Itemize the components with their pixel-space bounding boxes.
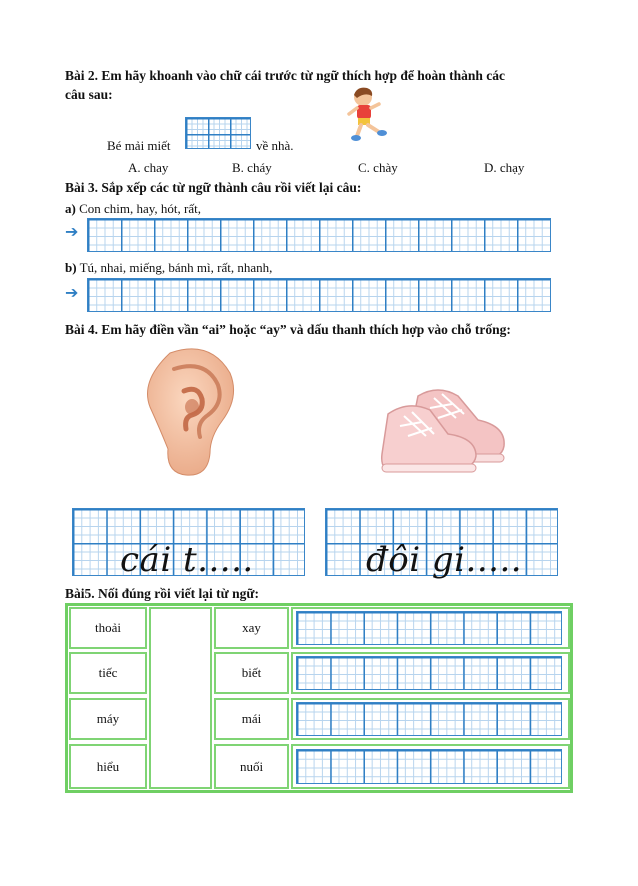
running-boy-image (345, 86, 395, 144)
bai5-title: Bài5. Nối đúng rồi viết lại từ ngữ: (65, 586, 259, 601)
bai3-b-writing-grid[interactable] (87, 278, 551, 312)
left-word-2[interactable]: tiếc (69, 652, 147, 694)
bai2-answer-box[interactable] (185, 117, 251, 149)
bai2-sentence-start: Bé mải miết (107, 138, 171, 153)
right-word-1[interactable]: xay (214, 607, 289, 649)
bai5-writing-grid-2[interactable] (296, 656, 562, 690)
left-word-3[interactable]: máy (69, 698, 147, 740)
arrow-right-icon: ➔ (65, 222, 79, 241)
matching-connect-area[interactable] (149, 607, 212, 789)
right-word-2[interactable]: biết (214, 652, 289, 694)
left-word-4[interactable]: hiểu (69, 744, 147, 789)
bai5-writing-grid-4[interactable] (296, 749, 562, 784)
left-word-1[interactable]: thoải (69, 607, 147, 649)
bai2-option-d[interactable]: D. chạy (484, 160, 525, 175)
bai5-writing-grid-3[interactable] (296, 702, 562, 736)
bai3-a-prompt: a) Con chim, hay, hót, rất, (65, 201, 202, 216)
right-word-3[interactable]: mái (214, 698, 289, 740)
bai3-a-writing-grid[interactable] (87, 218, 551, 252)
right-word-4[interactable]: nuối (214, 744, 289, 789)
shoes-image (378, 376, 508, 476)
arrow-right-icon: ➔ (65, 283, 79, 302)
bai5-writing-grid-1[interactable] (296, 611, 562, 645)
bai2-title: Bài 2. Em hãy khoanh vào chữ cái trước từ ngữ thích hợp để hoàn thành các câu sau: (65, 68, 506, 102)
bai4-word-2: đôi gi..... (366, 540, 523, 580)
ear-image (140, 345, 240, 480)
bai4-title: Bài 4. Em hãy điền vần “ai” hoặc “ay” và dấu thanh thích hợp vào chỗ trống: (65, 322, 511, 337)
bai2-option-c[interactable]: C. chày (358, 160, 398, 175)
bai3-title: Bài 3. Sắp xếp các từ ngữ thành câu rồi viết lại câu: (65, 180, 362, 195)
bai3-b-prompt: b) Tú, nhai, miếng, bánh mì, rất, nhanh, (65, 260, 273, 275)
bai2-sentence-end: về nhà. (256, 138, 294, 153)
bai4-word-1: cái t..... (120, 540, 254, 580)
bai2-option-b[interactable]: B. cháy (232, 160, 272, 175)
bai2-option-a[interactable]: A. chay (128, 160, 169, 175)
